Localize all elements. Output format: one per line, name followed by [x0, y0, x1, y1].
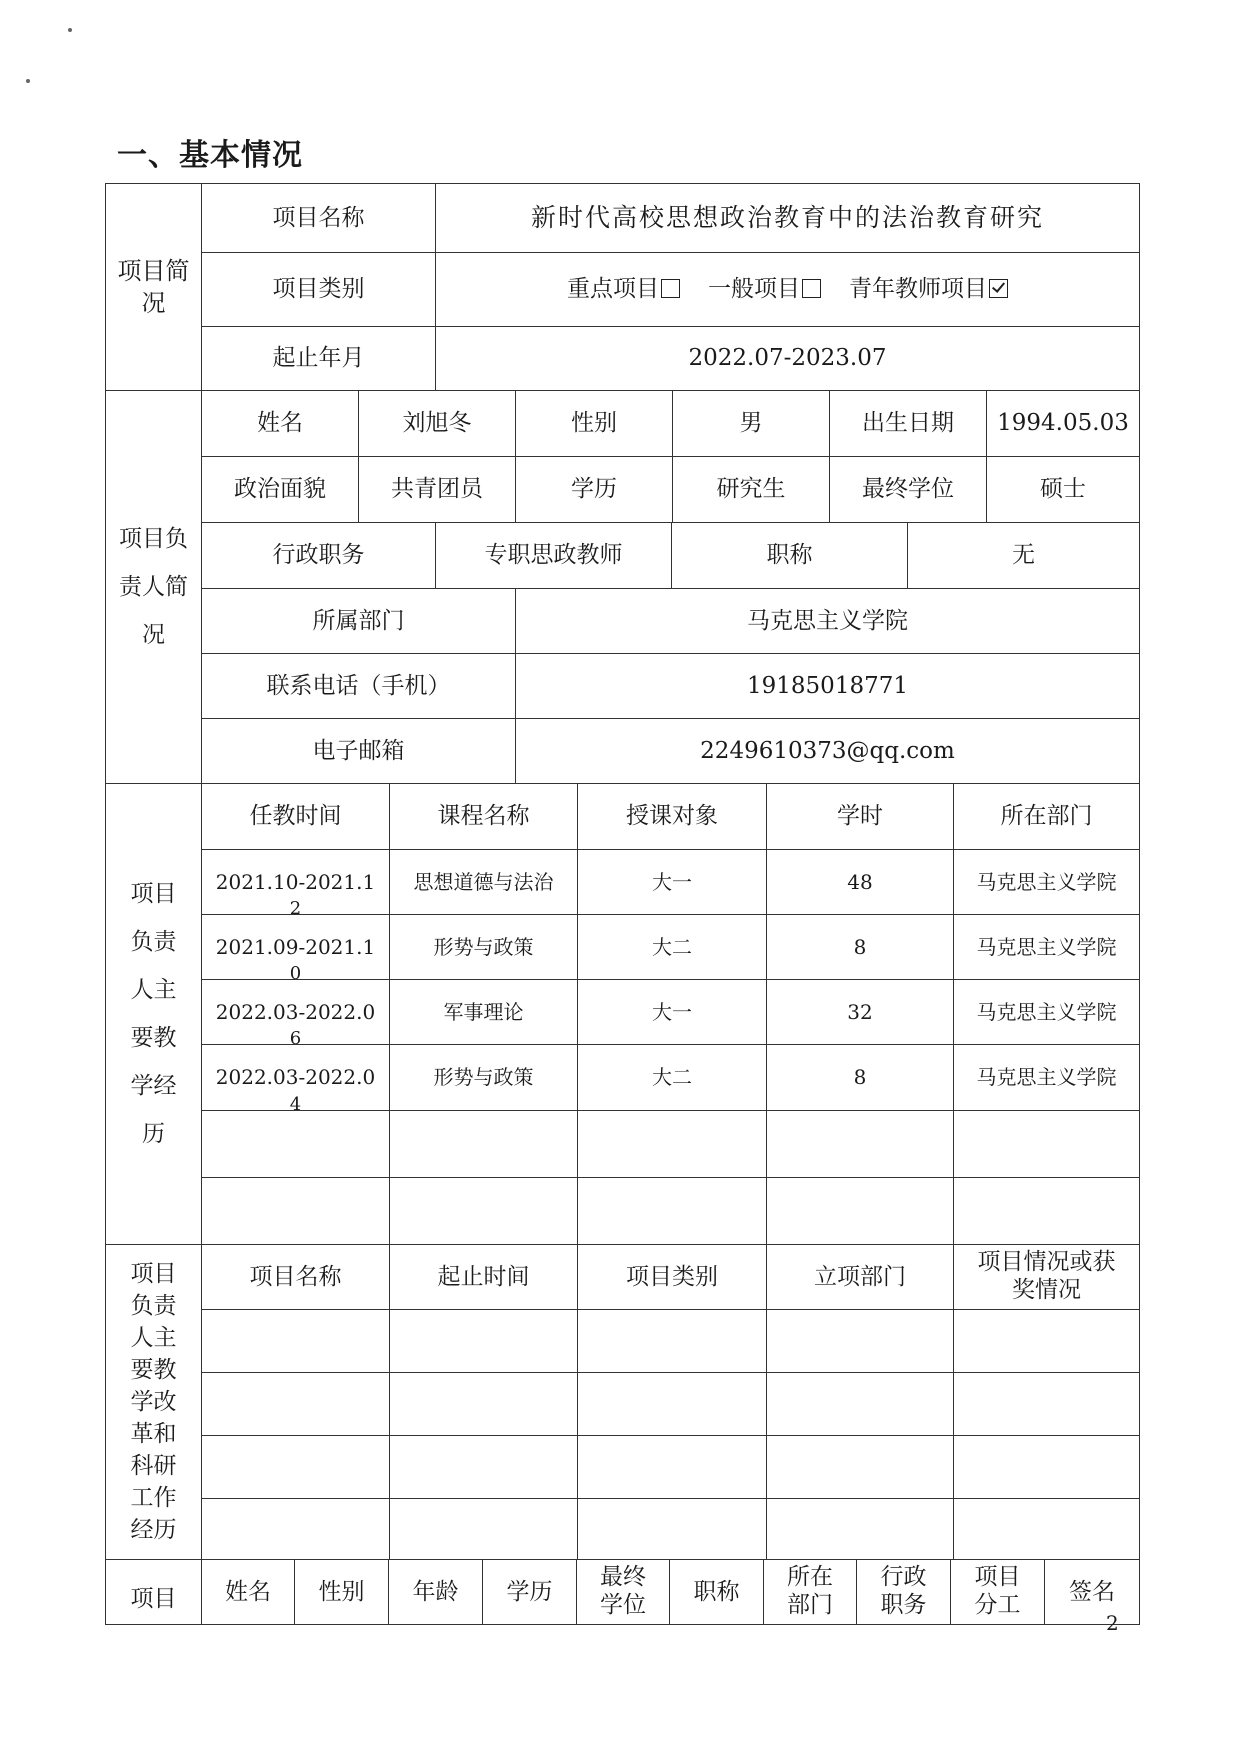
teaching-empty-cell: [766, 1110, 954, 1178]
category-option-general[interactable]: [708, 275, 821, 304]
project-category-options: [435, 252, 1140, 327]
research-empty-cell: [953, 1372, 1140, 1436]
research-empty-cell: [766, 1309, 954, 1373]
research-empty-cell: [389, 1309, 578, 1373]
teaching-row-time: [201, 1044, 390, 1111]
research-empty-cell: [577, 1435, 767, 1499]
research-empty-cell: [953, 1435, 1140, 1499]
teaching-time-text: 2022.03-2022.0: [215, 999, 376, 1024]
leader-phone-value: 19185018771: [515, 653, 1140, 719]
members-header-signature: 签名: [1044, 1559, 1140, 1625]
leader-name-label: 姓名: [201, 390, 359, 457]
teaching-time-text: 2021.09-2021.1: [215, 934, 376, 959]
teaching-group-label: [105, 783, 202, 1245]
category-option-label: 一般项目: [708, 276, 800, 303]
category-option-key[interactable]: [567, 275, 680, 304]
leader-political-value: 共青团员: [358, 456, 516, 523]
leader-title-value: 无: [907, 522, 1140, 589]
teaching-row-time: [201, 849, 390, 915]
members-header-degree-line2: 学位: [600, 1592, 646, 1618]
research-empty-cell: [201, 1309, 390, 1373]
members-header-dept: [763, 1559, 857, 1625]
research-header-outcome-line1: 项目情况或获: [977, 1249, 1116, 1276]
members-header-education: 学历: [482, 1559, 577, 1625]
members-header-admin: [856, 1559, 951, 1625]
research-empty-cell: [577, 1372, 767, 1436]
project-category-label: 项目类别: [201, 252, 436, 327]
research-empty-cell: [201, 1372, 390, 1436]
teaching-row-hours: 8: [766, 1044, 954, 1111]
leader-group-label: [105, 390, 202, 784]
teaching-empty-cell: [953, 1110, 1140, 1178]
teaching-row-target: 大二: [577, 914, 767, 980]
leader-gender-label: 性别: [515, 390, 673, 457]
project-name-value: 新时代高校思想政治教育中的法治教育研究: [435, 183, 1140, 253]
teaching-row-hours: 48: [766, 849, 954, 915]
research-header-dept: 立项部门: [766, 1244, 954, 1310]
members-header-degree: [576, 1559, 670, 1625]
members-header-age: 年龄: [388, 1559, 483, 1625]
leader-title-label: 职称: [671, 522, 908, 589]
teaching-row-hours: 8: [766, 914, 954, 980]
leader-phone-label: 联系电话（手机）: [201, 653, 516, 719]
leader-email-label: 电子邮箱: [201, 718, 516, 784]
leader-group-text: 项目负责人简况: [119, 526, 188, 648]
teaching-row-dept: 马克思主义学院: [953, 979, 1140, 1045]
project-period-value: 2022.07-2023.07: [435, 326, 1140, 391]
research-empty-cell: [766, 1435, 954, 1499]
leader-degree-value: 硕士: [986, 456, 1140, 523]
teaching-header-course: 课程名称: [389, 783, 578, 850]
teaching-header-dept: 所在部门: [953, 783, 1140, 850]
research-empty-cell: [766, 1498, 954, 1560]
teaching-time-text: 2021.10-2021.1: [215, 869, 376, 894]
teaching-row-time: [201, 979, 390, 1045]
members-header-gender: 性别: [294, 1559, 389, 1625]
research-empty-cell: [766, 1372, 954, 1436]
leader-birth-label: 出生日期: [829, 390, 987, 457]
category-option-label: 青年教师项目: [849, 276, 987, 303]
members-header-title: 职称: [669, 1559, 764, 1625]
project-group-text: 项目简况: [117, 257, 190, 317]
project-name-label: 项目名称: [201, 183, 436, 253]
research-empty-cell: [389, 1435, 578, 1499]
research-empty-cell: [953, 1309, 1140, 1373]
research-header-category: 项目类别: [577, 1244, 767, 1310]
members-group-label: 项目: [105, 1559, 202, 1625]
teaching-empty-cell: [201, 1177, 390, 1245]
research-empty-cell: [577, 1498, 767, 1560]
teaching-row-dept: 马克思主义学院: [953, 849, 1140, 915]
research-header-period: 起止时间: [389, 1244, 578, 1310]
teaching-empty-cell: [953, 1177, 1140, 1245]
unchecked-box-icon[interactable]: [802, 279, 821, 298]
research-empty-cell: [389, 1372, 578, 1436]
leader-email-value: 2249610373@qq.com: [515, 718, 1140, 784]
project-period-label: 起止年月: [201, 326, 436, 391]
page-number: 2: [1106, 1611, 1119, 1635]
research-header-outcome-line2: 奖情况: [1012, 1277, 1081, 1303]
scan-speck: [68, 28, 72, 32]
leader-education-value: 研究生: [672, 456, 830, 523]
checked-box-icon[interactable]: [989, 279, 1008, 298]
teaching-row-time: [201, 914, 390, 980]
leader-birth-value: 1994.05.03: [986, 390, 1140, 457]
teaching-group-text: 项目负责人主要教学经历: [130, 881, 177, 1147]
section-title: 一、基本情况: [117, 138, 303, 173]
teaching-row-target: 大二: [577, 1044, 767, 1111]
teaching-time-text: 2022.03-2022.0: [215, 1065, 376, 1089]
leader-admin-label: 行政职务: [201, 522, 436, 589]
research-empty-cell: [201, 1498, 390, 1560]
leader-dept-value: 马克思主义学院: [515, 588, 1140, 654]
teaching-time-overflow: 0: [289, 962, 302, 980]
teaching-time-overflow: 4: [289, 1093, 302, 1111]
members-header-admin-line2: 职务: [880, 1592, 927, 1618]
teaching-empty-cell: [577, 1110, 767, 1178]
teaching-row-course: 形势与政策: [389, 914, 578, 980]
members-header-role-line1: 项目: [974, 1564, 1021, 1591]
teaching-empty-cell: [577, 1177, 767, 1245]
leader-name-value: 刘旭冬: [358, 390, 516, 457]
leader-education-label: 学历: [515, 456, 673, 523]
teaching-row-target: 大一: [577, 849, 767, 915]
research-empty-cell: [201, 1435, 390, 1499]
teaching-row-course: 军事理论: [389, 979, 578, 1045]
teaching-row-dept: 马克思主义学院: [953, 914, 1140, 980]
category-option-label: 重点项目: [567, 276, 659, 303]
research-group-text: 项目负责人主要教学改革和科研工作经历: [130, 1261, 177, 1543]
teaching-empty-cell: [201, 1110, 390, 1178]
research-empty-cell: [577, 1309, 767, 1373]
category-option-young-teacher[interactable]: [849, 275, 1008, 304]
teaching-empty-cell: [389, 1110, 578, 1178]
members-header-admin-line1: 行政: [880, 1564, 927, 1591]
leader-dept-label: 所属部门: [201, 588, 516, 654]
teaching-time-overflow: 2: [289, 897, 302, 915]
research-empty-cell: [953, 1498, 1140, 1560]
members-header-role: [950, 1559, 1045, 1625]
members-header-dept-line2: 部门: [787, 1592, 833, 1618]
leader-degree-label: 最终学位: [829, 456, 987, 523]
research-header-name: 项目名称: [201, 1244, 390, 1310]
teaching-header-time: 任教时间: [201, 783, 390, 850]
teaching-row-hours: 32: [766, 979, 954, 1045]
members-header-name: 姓名: [201, 1559, 295, 1625]
teaching-time-overflow: 6: [289, 1027, 302, 1045]
leader-admin-value: 专职思政教师: [435, 522, 672, 589]
teaching-header-hours: 学时: [766, 783, 954, 850]
teaching-row-target: 大一: [577, 979, 767, 1045]
members-header-degree-line1: 最终: [600, 1564, 646, 1591]
teaching-row-course: 思想道德与法治: [389, 849, 578, 915]
leader-gender-value: 男: [672, 390, 830, 457]
teaching-header-target: 授课对象: [577, 783, 767, 850]
unchecked-box-icon[interactable]: [661, 279, 680, 298]
teaching-empty-cell: [766, 1177, 954, 1245]
teaching-row-dept: 马克思主义学院: [953, 1044, 1140, 1111]
scan-speck: [26, 79, 30, 83]
members-header-dept-line1: 所在: [787, 1564, 833, 1591]
research-header-outcome: [953, 1244, 1140, 1310]
research-group-label: [105, 1244, 202, 1560]
research-empty-cell: [389, 1498, 578, 1560]
teaching-row-course: 形势与政策: [389, 1044, 578, 1111]
project-group-label: [105, 183, 202, 391]
members-header-role-line2: 分工: [974, 1592, 1021, 1618]
teaching-empty-cell: [389, 1177, 578, 1245]
leader-political-label: 政治面貌: [201, 456, 359, 523]
